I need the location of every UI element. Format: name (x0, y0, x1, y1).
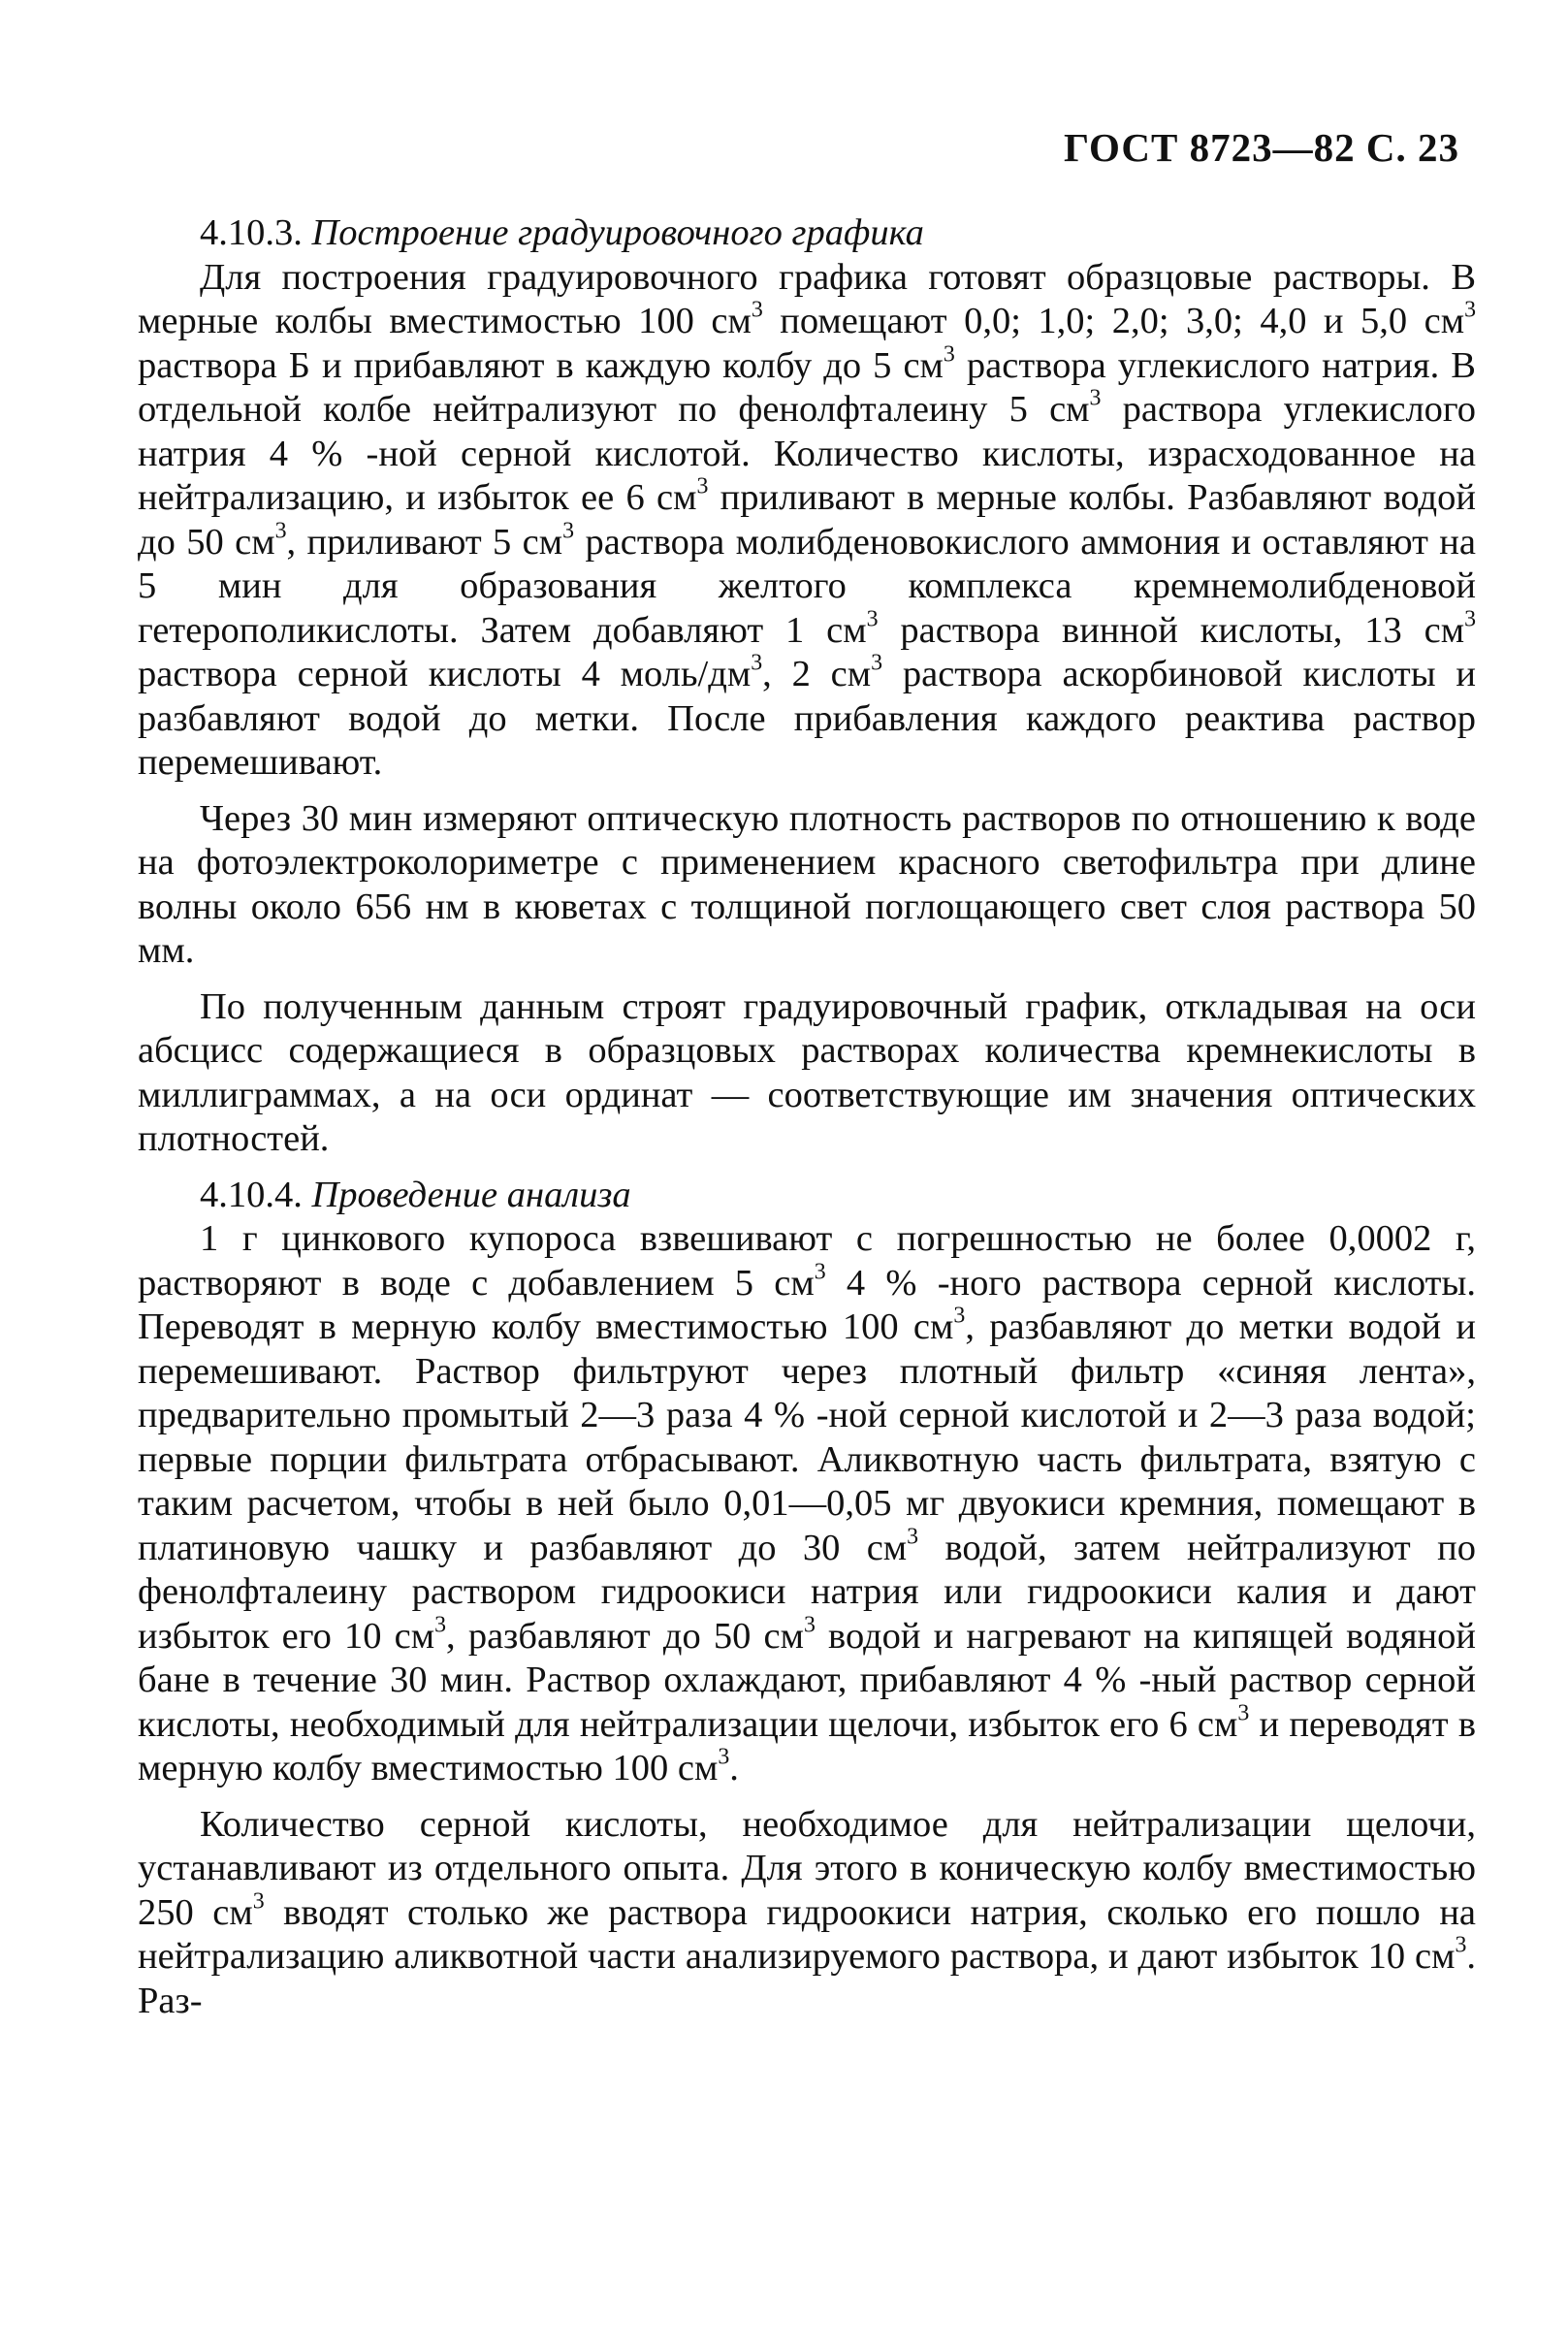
paragraph: По полученным данным строят градуировочный график, откладывая на оси абсцисс содержащиеся в образцовых растворах количества кремнекислоты в миллиграммах, а на оси ординат — соответствующие им значения оптических плотностей. (138, 985, 1476, 1159)
document-body (138, 211, 1476, 2035)
section-heading-4-10-4 (138, 1174, 1476, 1218)
paragraph: Через 30 мин измеряют оптическую плотность растворов по отношению к воде на фотоэлектроколориметре с применением красного светофильтра при длине волны около 656 нм в кюветах с толщиной поглощающего свет слоя раствора 50 мм. (138, 797, 1476, 971)
paragraph: Количество серной кислоты, необходимое для нейтрализации щелочи, устанавливают из отдельного опыта. Для этого в коническую колбу вместимостью 250 $см^3$ вводят столько же раствора гидроокиси натрия, сколько его пошло на нейтрализацию аликвотной части анализируемого раствора, и дают избыток 10 $см^3$. Раз- (138, 1803, 1477, 2021)
page-header: ГОСТ 8723—82 С. 23 (1063, 125, 1459, 170)
section-title: Построение градуировочного графика (311, 212, 924, 253)
section-number: 4.10.4. (200, 1174, 303, 1215)
paragraph: 1 г цинкового купороса взвешивают с погрешностью не более 0,0002 г, растворяют в воде с добавлением 5 $см^3$ 4 % -ного раствора серной кислоты. Переводят в мерную колбу вместимостью 100 $см^3$, разбавляют до метки водой и перемешивают. Раствор фильтруют через плотный фильтр «синяя лента», предварительно промытый 2—3 раза 4 % -ной серной кислотой и 2—3 раза водой; первые порции фильтрата отбрасывают. Аликвотную часть фильтрата, взятую с таким расчетом, чтобы в ней было 0,01—0,05 мг двуокиси кремния, помещают в платиновую чашку и разбавляют до 30 $см^3$ водой, затем нейтрализуют по фенолфталеину раствором гидроокиси натрия или гидроокиси калия и дают избыток его 10 $см^3$, разбавляют до 50 $см^3$ водой и нагревают на кипящей водяной бане в течение 30 мин. Раствор охлаждают, прибавляют 4 % -ный раствор серной кислоты, необходимый для нейтрализации щелочи, избыток его 6 $см^3$ и переводят в мерную колбу вместимостью 100 $см^3$. (138, 1218, 1476, 1788)
paragraph: Для построения градуировочного графика готовят образцовые растворы. В мерные колбы вместимостью 100 $см^3$ помещают 0,0; 1,0; 2,0; 3,0; 4,0 и 5,0 $см^3$ раствора Б и прибавляют в каждую колбу до 5 $см^3$ раствора углекислого натрия. В отдельной колбе нейтрализуют по фенолфталеину 5 $см^3$ раствора углекислого натрия 4 % -ной серной кислотой. Количество кислоты, израсходованное на нейтрализацию, и избыток ее 6 $см^3$ приливают в мерные колбы. Разбавляют водой до 50 $см^3$, приливают 5 $см^3$ раствора молибденовокислого аммония и оставляют на 5 мин для образования желтого комплекса кремнемолибденовой гетерополикислоты. Затем добавляют 1 $см^3$ раствора винной кислоты, 13 $см^3$ раствора серной кислоты 4 моль/$дм^3$, 2 $см^3$ раствора аскорбиновой кислоты и разбавляют водой до метки. После прибавления каждого реактива раствор перемешивают. (138, 256, 1477, 783)
section-heading-4-10-3 (138, 211, 1476, 256)
section-title: Проведение анализа (311, 1174, 631, 1215)
section-number: 4.10.3. (200, 212, 303, 253)
